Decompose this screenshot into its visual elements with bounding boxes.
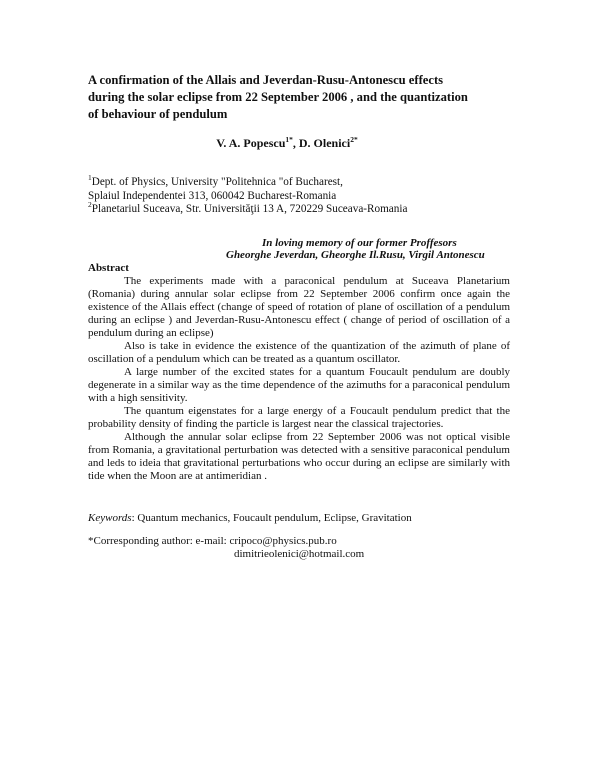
abstract-paragraph: The quantum eigenstates for a large energy of a Foucault pendulum predict that the probability density of finding the particle is largest near the classical trajectories. bbox=[88, 405, 510, 430]
abstract-paragraph: A large number of the excited states for a quantum Foucault pendulum are doubly degenerate in a similar way as the time dependence of the azimuths for a paraconical pendulum with a high sensitivity. bbox=[88, 366, 510, 404]
affiliation-mark: 2 bbox=[88, 200, 92, 209]
abstract-paragraph: Although the annular solar eclipse from 22 September 2006 was not optical visible from Romania, a gravitational perturbation was detected with a sensitive paraconical pendulum and leds to ideia that gravitational perturbations who occur during an eclipse are similarly with tide when the Moon are at antimeridian . bbox=[88, 431, 510, 482]
author-affiliation-mark: 1* bbox=[285, 135, 293, 144]
author-name: D. Olenici bbox=[298, 136, 351, 150]
affiliation-mark: 1 bbox=[88, 173, 92, 182]
keywords bbox=[88, 512, 528, 525]
title-line: during the solar eclipse from 22 September 2006 , and the quantization bbox=[88, 90, 468, 104]
keywords-text: : Quantum mechanics, Foucault pendulum, Eclipse, Gravitation bbox=[131, 512, 412, 524]
affiliation-2 bbox=[88, 200, 528, 217]
authors bbox=[0, 136, 600, 150]
affiliation-1 bbox=[88, 173, 528, 190]
abstract bbox=[88, 262, 510, 483]
keywords-label: Keywords bbox=[88, 512, 132, 524]
dedication bbox=[200, 237, 520, 261]
author-separator: , bbox=[292, 136, 299, 150]
dedication-line: Gheorghe Jeverdan, Gheorghe Il.Rusu, Virgil Antonescu bbox=[226, 249, 485, 261]
author-affiliation-mark: 2* bbox=[350, 135, 358, 144]
affiliation-address: Splaiul Independentei 313, 060042 Bucharest-Romania bbox=[88, 189, 337, 202]
corresponding-email-line: *Corresponding author: e-mail: cripoco@physics.pub.ro bbox=[88, 535, 337, 547]
affiliation-text: Planetariul Suceava, Str. Universităţii 13 A, 720229 Suceava-Romania bbox=[91, 203, 408, 215]
corresponding-email-line: dimitrieolenici@hotmail.com bbox=[234, 548, 365, 560]
author-name: V. A. Popescu bbox=[216, 136, 286, 150]
paper-title bbox=[88, 72, 528, 123]
affiliations bbox=[88, 173, 528, 217]
title-line: A confirmation of the Allais and Jeverdan-Rusu-Antonescu effects bbox=[88, 73, 444, 87]
abstract-paragraph: Also is take in evidence the existence of the quantization of the azimuth of plane of oscillation of a pendulum which can be treated as a quantum oscillator. bbox=[88, 340, 510, 365]
affiliation-text: Dept. of Physics, University "Politehnica "of Bucharest, bbox=[91, 176, 343, 188]
abstract-heading: Abstract bbox=[88, 262, 129, 274]
dedication-line: In loving memory of our former Proffesors bbox=[262, 237, 457, 249]
corresponding-author bbox=[88, 535, 528, 561]
abstract-paragraph: The experiments made with a paraconical pendulum at Suceava Planetarium (Romania) during annular solar eclipse from 22 September 2006 confirm once again the existence of the Allais effect (change of speed of rotation of plane of oscillation of a pendulum during an eclipse ) and Jeverdan-Rusu-Antonescu effect ( change of period of oscillation of a pendulum during an eclipse) bbox=[88, 275, 510, 339]
title-line: of behaviour of pendulum bbox=[88, 107, 228, 121]
